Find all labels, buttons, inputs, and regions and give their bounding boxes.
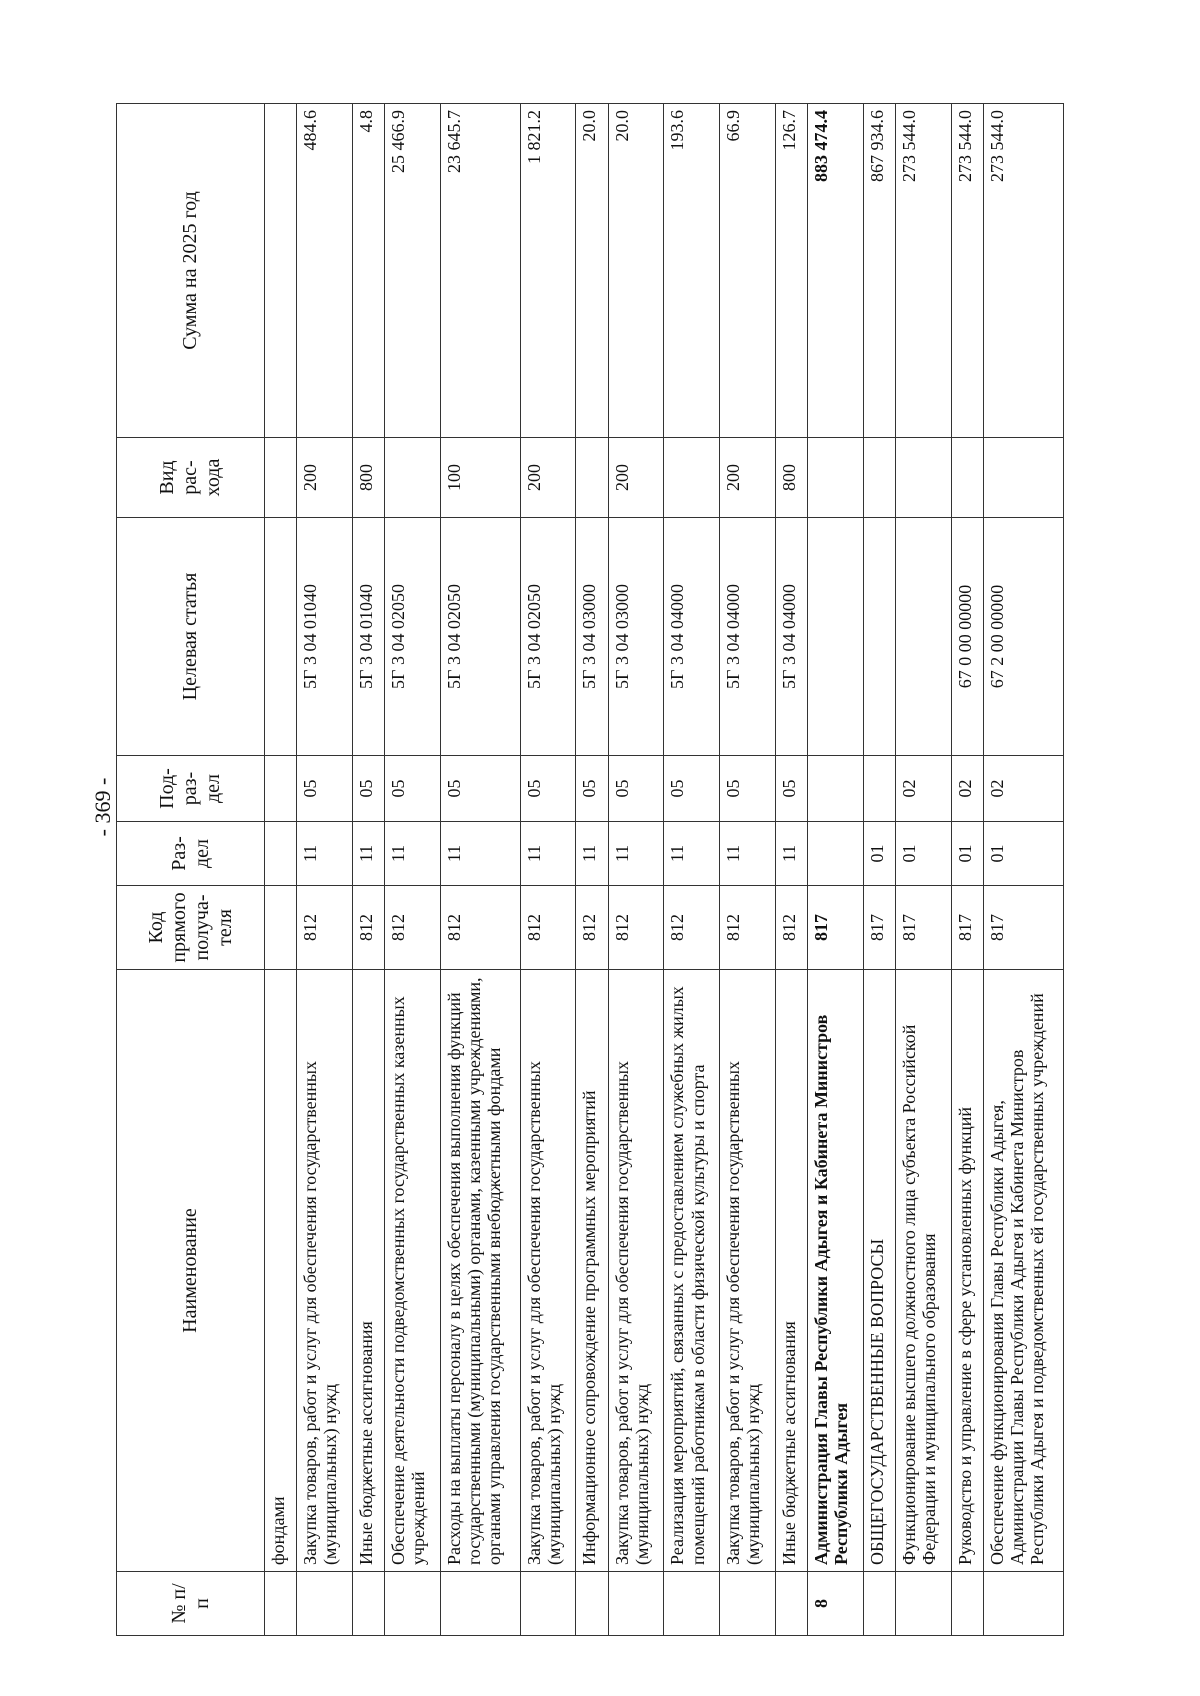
row-recipient-code: 812	[776, 886, 808, 970]
table-row	[896, 104, 952, 1636]
row-expense-type	[864, 438, 896, 518]
row-recipient-code: 817	[864, 886, 896, 970]
row-section: 11	[720, 822, 776, 886]
row-name: Функционирование высшего должностного лица субъекта Российской Федерации и муниципального образования	[896, 970, 952, 1572]
row-subsection	[864, 756, 896, 822]
row-expense-type: 800	[776, 438, 808, 518]
row-num	[952, 1572, 984, 1636]
row-recipient-code: 812	[352, 886, 384, 970]
row-recipient-code: 812	[520, 886, 576, 970]
row-expense-type	[896, 438, 952, 518]
row-num	[864, 1572, 896, 1636]
row-expense-type	[984, 438, 1064, 518]
row-amount: 66.9	[720, 104, 776, 438]
row-subsection	[808, 756, 864, 822]
row-subsection: 05	[576, 756, 608, 822]
row-expense-type: 200	[720, 438, 776, 518]
row-target: 5Г 3 04 04000	[776, 518, 808, 756]
row-expense-type	[808, 438, 864, 518]
table-row	[776, 104, 808, 1636]
column-header-recipient-code: Код прямого получа- теля	[117, 886, 265, 970]
row-name: Расходы на выплаты персоналу в целях обеспечения выполнения функций государственными (муниципальными) органами, казенными учреждениями, органами управления государственными внебюджетными фондами	[440, 970, 520, 1572]
row-name: Реализация мероприятий, связанных с предоставлением служебных жилых помещений работникам в области физической культуры и спорта	[664, 970, 720, 1572]
row-subsection: 05	[352, 756, 384, 822]
row-recipient-code: 812	[440, 886, 520, 970]
row-subsection: 02	[952, 756, 984, 822]
table-row	[385, 104, 441, 1636]
row-amount: 23 645.7	[440, 104, 520, 438]
row-subsection: 05	[664, 756, 720, 822]
row-name: ОБЩЕГОСУДАРСТВЕННЫЕ ВОПРОСЫ	[864, 970, 896, 1572]
row-amount: 867 934.6	[864, 104, 896, 438]
row-name: Закупка товаров, работ и услуг для обеспечения государственных (муниципальных) нужд	[720, 970, 776, 1572]
row-target	[265, 518, 297, 756]
row-recipient-code: 817	[896, 886, 952, 970]
row-subsection: 02	[896, 756, 952, 822]
row-section: 11	[352, 822, 384, 886]
row-target: 5Г 3 04 02050	[440, 518, 520, 756]
row-subsection: 05	[776, 756, 808, 822]
row-recipient-code: 817	[808, 886, 864, 970]
row-section: 01	[952, 822, 984, 886]
column-header-num: № п/п	[117, 1572, 265, 1636]
row-name: Закупка товаров, работ и услуг для обеспечения государственных (муниципальных) нужд	[297, 970, 353, 1572]
row-recipient-code: 812	[664, 886, 720, 970]
row-target: 67 2 00 00000	[984, 518, 1064, 756]
row-num	[720, 1572, 776, 1636]
row-amount: 883 474.4	[808, 104, 864, 438]
row-section: 01	[864, 822, 896, 886]
table-row	[297, 104, 353, 1636]
row-num	[896, 1572, 952, 1636]
table-row	[520, 104, 576, 1636]
row-recipient-code: 812	[385, 886, 441, 970]
row-expense-type: 200	[608, 438, 664, 518]
row-name: фондами	[265, 970, 297, 1572]
column-header-section: Раз- дел	[117, 822, 265, 886]
table-row	[720, 104, 776, 1636]
table-row	[352, 104, 384, 1636]
row-subsection	[265, 756, 297, 822]
row-expense-type: 200	[520, 438, 576, 518]
row-subsection: 05	[720, 756, 776, 822]
row-section: 11	[608, 822, 664, 886]
row-subsection: 02	[984, 756, 1064, 822]
row-num	[352, 1572, 384, 1636]
row-name: Администрация Главы Республики Адыгея и Кабинета Министров Республики Адыгея	[808, 970, 864, 1572]
row-expense-type: 800	[352, 438, 384, 518]
column-header-name: Наименование	[117, 970, 265, 1572]
row-section	[808, 822, 864, 886]
row-amount: 4.8	[352, 104, 384, 438]
row-amount: 273 544.0	[896, 104, 952, 438]
column-header-amount: Сумма на 2025 год	[117, 104, 265, 438]
row-section: 11	[440, 822, 520, 886]
row-num	[576, 1572, 608, 1636]
row-section: 11	[576, 822, 608, 886]
row-num	[984, 1572, 1064, 1636]
row-subsection: 05	[608, 756, 664, 822]
row-amount	[265, 104, 297, 438]
row-target	[864, 518, 896, 756]
row-recipient-code: 817	[984, 886, 1064, 970]
row-amount: 273 544.0	[952, 104, 984, 438]
row-num	[297, 1572, 353, 1636]
row-name: Обеспечение функционирования Главы Республики Адыгея, Администрации Главы Республики Адыгея и Кабинета Министров Республики Адыгея и подведомственных ей государственных учреждений	[984, 970, 1064, 1572]
row-name: Обеспечение деятельности подведомственных государственных казенных учреждений	[385, 970, 441, 1572]
table-body	[265, 104, 1064, 1636]
row-amount: 25 466.9	[385, 104, 441, 438]
row-expense-type: 200	[297, 438, 353, 518]
row-name: Закупка товаров, работ и услуг для обеспечения государственных (муниципальных) нужд	[520, 970, 576, 1572]
table-row	[608, 104, 664, 1636]
table-row	[864, 104, 896, 1636]
row-num	[265, 1572, 297, 1636]
row-section: 11	[520, 822, 576, 886]
row-expense-type	[664, 438, 720, 518]
row-num	[664, 1572, 720, 1636]
row-section	[265, 822, 297, 886]
row-amount: 126.7	[776, 104, 808, 438]
budget-table	[116, 103, 1064, 1636]
row-target	[896, 518, 952, 756]
table-row	[440, 104, 520, 1636]
row-target: 5Г 3 04 04000	[720, 518, 776, 756]
row-section: 11	[664, 822, 720, 886]
row-section: 11	[776, 822, 808, 886]
table-row	[952, 104, 984, 1636]
row-amount: 484.6	[297, 104, 353, 438]
column-header-expense-type: Вид рас- хода	[117, 438, 265, 518]
row-target: 5Г 3 04 01040	[297, 518, 353, 756]
row-expense-type	[952, 438, 984, 518]
column-header-subsection: Под- раз- дел	[117, 756, 265, 822]
row-num	[608, 1572, 664, 1636]
row-recipient-code: 812	[608, 886, 664, 970]
table-row	[576, 104, 608, 1636]
row-expense-type: 100	[440, 438, 520, 518]
row-amount: 20.0	[608, 104, 664, 438]
table-header	[117, 104, 265, 1636]
row-num: 8	[808, 1572, 864, 1636]
row-name: Информационное сопровождение программных мероприятий	[576, 970, 608, 1572]
row-recipient-code: 812	[720, 886, 776, 970]
row-name: Иные бюджетные ассигнования	[352, 970, 384, 1572]
row-target: 5Г 3 04 04000	[664, 518, 720, 756]
row-target: 67 0 00 00000	[952, 518, 984, 756]
row-recipient-code: 817	[952, 886, 984, 970]
row-amount: 20.0	[576, 104, 608, 438]
table-row	[984, 104, 1064, 1636]
row-num	[776, 1572, 808, 1636]
row-name: Иные бюджетные ассигнования	[776, 970, 808, 1572]
row-recipient-code: 812	[297, 886, 353, 970]
row-recipient-code	[265, 886, 297, 970]
row-section: 11	[297, 822, 353, 886]
row-name: Руководство и управление в сфере установленных функций	[952, 970, 984, 1572]
row-amount: 193.6	[664, 104, 720, 438]
row-section: 11	[385, 822, 441, 886]
row-section: 01	[896, 822, 952, 886]
row-expense-type	[385, 438, 441, 518]
row-subsection: 05	[297, 756, 353, 822]
table-row	[265, 104, 297, 1636]
row-amount: 273 544.0	[984, 104, 1064, 438]
row-subsection: 05	[520, 756, 576, 822]
row-target	[808, 518, 864, 756]
row-target: 5Г 3 04 02050	[385, 518, 441, 756]
row-target: 5Г 3 04 03000	[608, 518, 664, 756]
row-section: 01	[984, 822, 1064, 886]
column-header-target: Целевая статья	[117, 518, 265, 756]
row-num	[385, 1572, 441, 1636]
row-amount: 1 821.2	[520, 104, 576, 438]
row-target: 5Г 3 04 03000	[576, 518, 608, 756]
row-target: 5Г 3 04 01040	[352, 518, 384, 756]
page-number: - 369 -	[90, 777, 115, 837]
row-subsection: 05	[385, 756, 441, 822]
row-recipient-code: 812	[576, 886, 608, 970]
row-expense-type	[265, 438, 297, 518]
row-num	[520, 1572, 576, 1636]
rotated-table-container	[116, 104, 1064, 1636]
row-subsection: 05	[440, 756, 520, 822]
row-target: 5Г 3 04 02050	[520, 518, 576, 756]
row-num	[440, 1572, 520, 1636]
row-name: Закупка товаров, работ и услуг для обеспечения государственных (муниципальных) нужд	[608, 970, 664, 1572]
row-expense-type	[576, 438, 608, 518]
table-row	[664, 104, 720, 1636]
table-row	[808, 104, 864, 1636]
